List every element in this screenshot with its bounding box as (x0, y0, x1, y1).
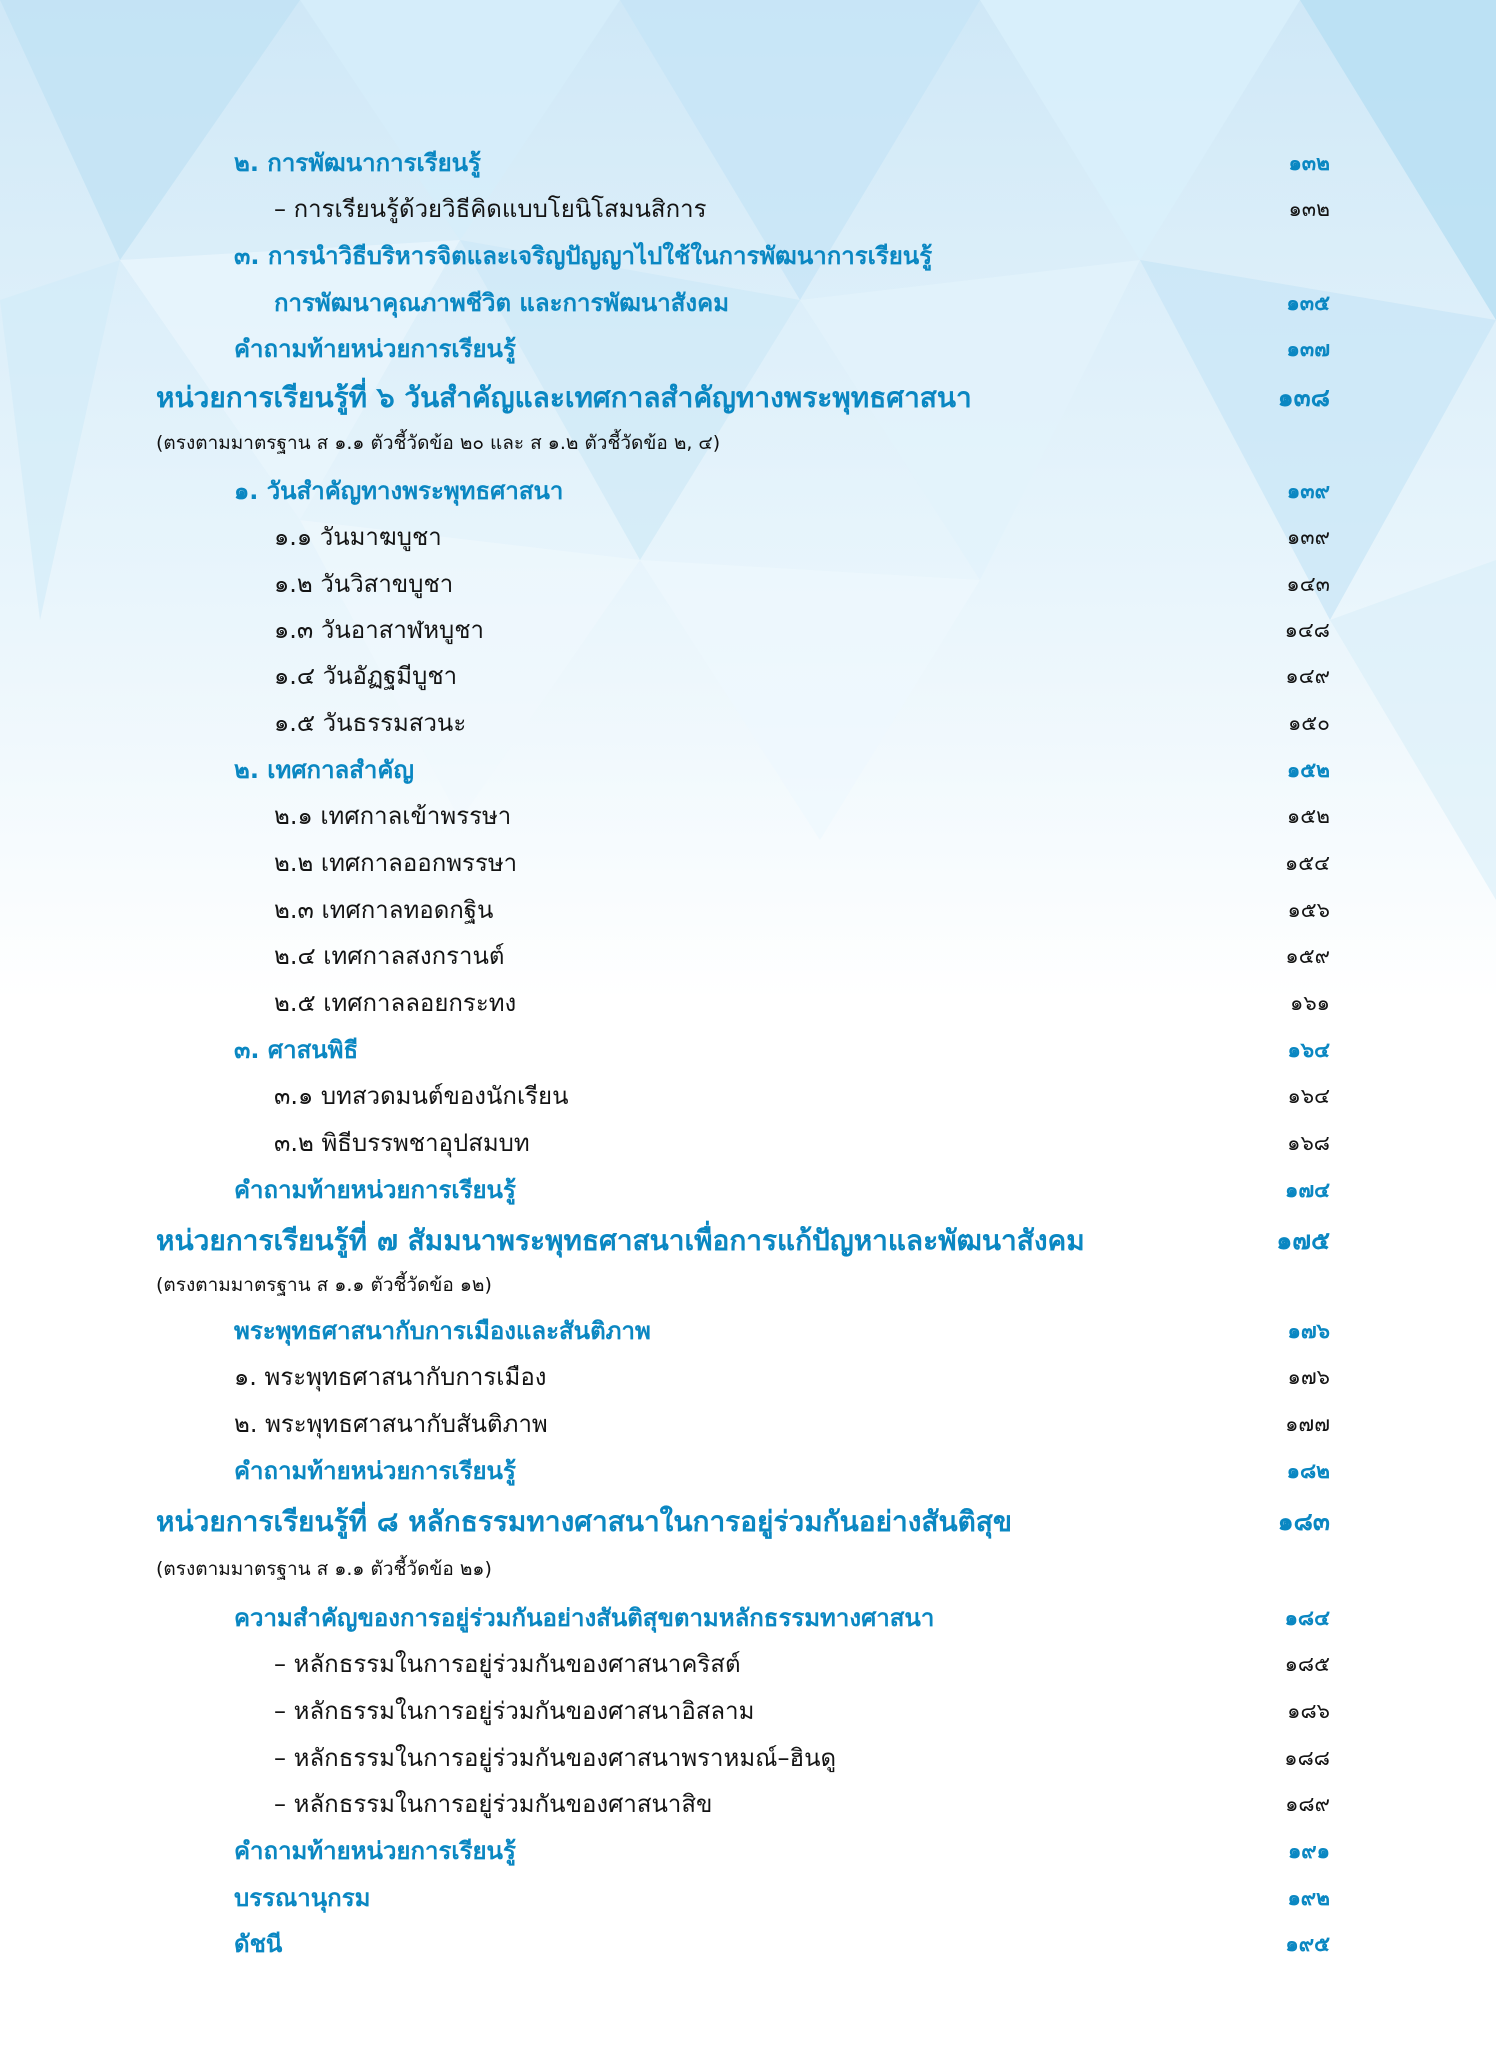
toc-entry-page-number: ๑๖๔ (1287, 1038, 1330, 1062)
toc-entry-item (0, 1073, 1496, 1119)
toc-entry-item (0, 980, 1496, 1026)
toc-entry-page-number: ๑๕๖ (1287, 898, 1330, 922)
toc-entry-page-number: ๑๙๒ (1287, 1886, 1330, 1910)
toc-entry-item (0, 840, 1496, 886)
toc-entry-title: – หลักธรรมในการอยู่ร่วมกันของศาสนาอิสลาม (274, 1697, 755, 1725)
toc-entry-sec (0, 1027, 1496, 1073)
toc-entry-title: คำถามท้ายหน่วยการเรียนรู้ (234, 1457, 516, 1485)
toc-entry-std (0, 1546, 1496, 1592)
toc-entry-page-number: ๑๗๕ (1276, 1226, 1330, 1255)
toc-entry-title: ๒.๔ เทศกาลสงกรานต์ (274, 942, 505, 970)
toc-entry-title: ๑.๔ วันอัฏฐมีบูชา (274, 662, 458, 690)
toc-entry-sec (0, 1921, 1496, 1967)
toc-entry-page-number: ๑๓๙ (1286, 479, 1330, 503)
toc-entry-title: ๓.๑ บทสวดมนต์ของนักเรียน (274, 1082, 569, 1110)
toc-entry-item (0, 1120, 1496, 1166)
toc-entry-title: ๑. วันสำคัญทางพระพุทธศาสนา (234, 477, 564, 505)
toc-entry-title: ๑.๑ วันมาฆบูชา (274, 523, 442, 551)
toc-entry-item (0, 514, 1496, 560)
toc-entry-page-number: ๑๘๖ (1287, 1699, 1330, 1723)
toc-entry-page-number: ๑๔๘ (1284, 618, 1330, 642)
toc-entry-title: บรรณานุกรม (234, 1884, 371, 1912)
toc-entry-page-number: ๑๔๙ (1285, 664, 1330, 688)
toc-entry-title: คำถามท้ายหน่วยการเรียนรู้ (234, 1837, 516, 1865)
toc-entry-page-number: ๑๓๕ (1286, 291, 1330, 315)
toc-entry-page-number: ๑๕๙ (1285, 944, 1330, 968)
toc-entry-bul (0, 186, 1496, 232)
toc-entry-page-number: ๑๘๘ (1284, 1746, 1330, 1770)
toc-entry-title: คำถามท้ายหน่วยการเรียนรู้ (234, 1176, 516, 1204)
toc-entry-sec (0, 1308, 1496, 1354)
toc-entry-page-number: ๑๖๔ (1287, 1084, 1330, 1108)
toc-entry-page-number: ๑๓๒ (1288, 197, 1330, 221)
toc-entry-title: ๑.๕ วันธรรมสวนะ (274, 709, 467, 737)
toc-entry-sec (0, 326, 1496, 372)
toc-entry-std (0, 1262, 1496, 1308)
toc-entry-page-number: ๑๓๒ (1288, 151, 1330, 175)
toc-entry-page-number: ๑๗๖ (1287, 1319, 1330, 1343)
toc-entry-page-number: ๑๓๙ (1286, 525, 1330, 549)
toc-entry-title: (ตรงตามมาตรฐาน ส ๑.๑ ตัวชี้วัดข้อ ๑๒) (156, 1274, 492, 1296)
toc-entry-item (0, 700, 1496, 746)
toc-entry-page-number: ๑๕๐ (1287, 711, 1330, 735)
toc-entry-sec (0, 140, 1496, 186)
toc-entry-std (0, 420, 1496, 466)
toc-entry-sec (0, 747, 1496, 793)
toc-entry-item (0, 793, 1496, 839)
toc-entry-title: ๒. เทศกาลสำคัญ (234, 756, 414, 784)
toc-entry-sec (0, 1875, 1496, 1921)
toc-entry-page-number: ๑๕๒ (1286, 758, 1330, 782)
toc-entry-sub (0, 1401, 1496, 1447)
toc-entry-title: ดัชนี (234, 1930, 283, 1958)
toc-entry-page-number: ๑๗๗ (1285, 1412, 1330, 1436)
toc-entry-page-number: ๑๕๔ (1284, 851, 1330, 875)
toc-entry-sec (0, 233, 1496, 279)
toc-entry-title: (ตรงตามมาตรฐาน ส ๑.๑ ตัวชี้วัดข้อ ๒๐ และ ส ๑.๒ ตัวชี้วัดข้อ ๒, ๔) (156, 432, 721, 454)
toc-entry-title: ๑.๓ วันอาสาฬหบูชา (274, 616, 485, 644)
toc-entry-item (0, 561, 1496, 607)
toc-entry-page-number: ๑๗๔ (1284, 1178, 1330, 1202)
toc-entry-title: ๓. ศาสนพิธี (234, 1036, 359, 1064)
toc-entry-title: ๑. พระพุทธศาสนากับการเมือง (234, 1363, 547, 1391)
toc-entry-title: พระพุทธศาสนากับการเมืองและสันติภาพ (234, 1317, 651, 1345)
toc-entry-title: – หลักธรรมในการอยู่ร่วมกันของศาสนาคริสต์ (274, 1650, 741, 1678)
toc-entry-title: – การเรียนรู้ด้วยวิธีคิดแบบโยนิโสมนสิการ (274, 195, 707, 223)
toc-entry-sec (0, 1828, 1496, 1874)
toc-entry-title: ๒.๒ เทศกาลออกพรรษา (274, 849, 518, 877)
toc-entry-title: ๓.๒ พิธีบรรพชาอุปสมบท (274, 1129, 530, 1157)
toc-entry-page-number: ๑๘๒ (1286, 1459, 1330, 1483)
toc-entry-item (0, 607, 1496, 653)
toc-entry-title: หน่วยการเรียนรู้ที่ ๖ วันสำคัญและเทศกาลสำคัญทางพระพุทธศาสนา (156, 381, 972, 414)
toc-entry-page-number: ๑๔๓ (1286, 572, 1330, 596)
toc-entry-unit (0, 1499, 1496, 1545)
toc-entry-title: ๒.๑ เทศกาลเข้าพรรษา (274, 802, 512, 830)
toc-entry-item (0, 887, 1496, 933)
toc-entry-page-number: ๑๘๕ (1284, 1652, 1330, 1676)
toc-entry-title: ๒. พระพุทธศาสนากับสันติภาพ (234, 1410, 548, 1438)
toc-entry-page-number: ๑๖๘ (1287, 1131, 1330, 1155)
toc-entry-unit (0, 375, 1496, 421)
toc-entry-title: – หลักธรรมในการอยู่ร่วมกันของศาสนาสิข (274, 1790, 713, 1818)
toc-entry-page-number: ๑๙๕ (1285, 1932, 1330, 1956)
toc-entry-title: ๒.๓ เทศกาลทอดกฐิน (274, 896, 494, 924)
toc-entry-item (0, 933, 1496, 979)
toc-entry-title: หน่วยการเรียนรู้ที่ ๘ หลักธรรมทางศาสนาในการอยู่ร่วมกันอย่างสันติสุข (156, 1505, 1013, 1538)
toc-entry-title: ๒. การพัฒนาการเรียนรู้ (234, 149, 481, 177)
toc-entry-page-number: ๑๘๓ (1277, 1507, 1330, 1536)
toc-entry-page-number: ๑๕๒ (1286, 804, 1330, 828)
toc-entry-item (0, 653, 1496, 699)
toc-entry-title: (ตรงตามมาตรฐาน ส ๑.๑ ตัวชี้วัดข้อ ๒๑) (156, 1558, 492, 1580)
toc-entry-page-number: ๑๖๑ (1290, 991, 1330, 1015)
toc-entry-sec (0, 468, 1496, 514)
toc-entry-title: ๑.๒ วันวิสาขบูชา (274, 570, 454, 598)
toc-entry-sec2 (0, 280, 1496, 326)
toc-entry-sub (0, 1354, 1496, 1400)
toc-entry-page-number: ๑๗๖ (1287, 1365, 1330, 1389)
toc-entry-sec (0, 1448, 1496, 1494)
toc-entry-bul (0, 1641, 1496, 1687)
toc-entry-unit (0, 1218, 1496, 1264)
toc-entry-title: ๓. การนำวิธีบริหารจิตและเจริญปัญญาไปใช้ในการพัฒนาการเรียนรู้ (234, 242, 933, 270)
toc-entry-title: หน่วยการเรียนรู้ที่ ๗ สัมมนาพระพุทธศาสนาเพื่อการแก้ปัญหาและพัฒนาสังคม (156, 1224, 1085, 1257)
toc-entry-page-number: ๑๓๗ (1286, 337, 1330, 361)
toc-entry-title: คำถามท้ายหน่วยการเรียนรู้ (234, 335, 516, 363)
toc-entry-sec (0, 1595, 1496, 1641)
toc-entry-title: – หลักธรรมในการอยู่ร่วมกันของศาสนาพราหมณ์–ฮินดู (274, 1744, 837, 1772)
toc-entry-bul (0, 1781, 1496, 1827)
toc-entry-page-number: ๑๘๔ (1284, 1606, 1330, 1630)
toc-entry-bul (0, 1735, 1496, 1781)
toc-entry-sec (0, 1167, 1496, 1213)
toc-entry-page-number: ๑๓๘ (1277, 383, 1330, 412)
toc-entry-page-number: ๑๘๙ (1285, 1792, 1330, 1816)
toc-entry-title: ความสำคัญของการอยู่ร่วมกันอย่างสันติสุขตามหลักธรรมทางศาสนา (234, 1604, 935, 1632)
toc-entry-title: การพัฒนาคุณภาพชีวิต และการพัฒนาสังคม (274, 289, 730, 317)
toc-entry-bul (0, 1688, 1496, 1734)
toc-entry-page-number: ๑๙๑ (1287, 1839, 1330, 1863)
toc-entry-title: ๒.๕ เทศกาลลอยกระทง (274, 989, 517, 1017)
